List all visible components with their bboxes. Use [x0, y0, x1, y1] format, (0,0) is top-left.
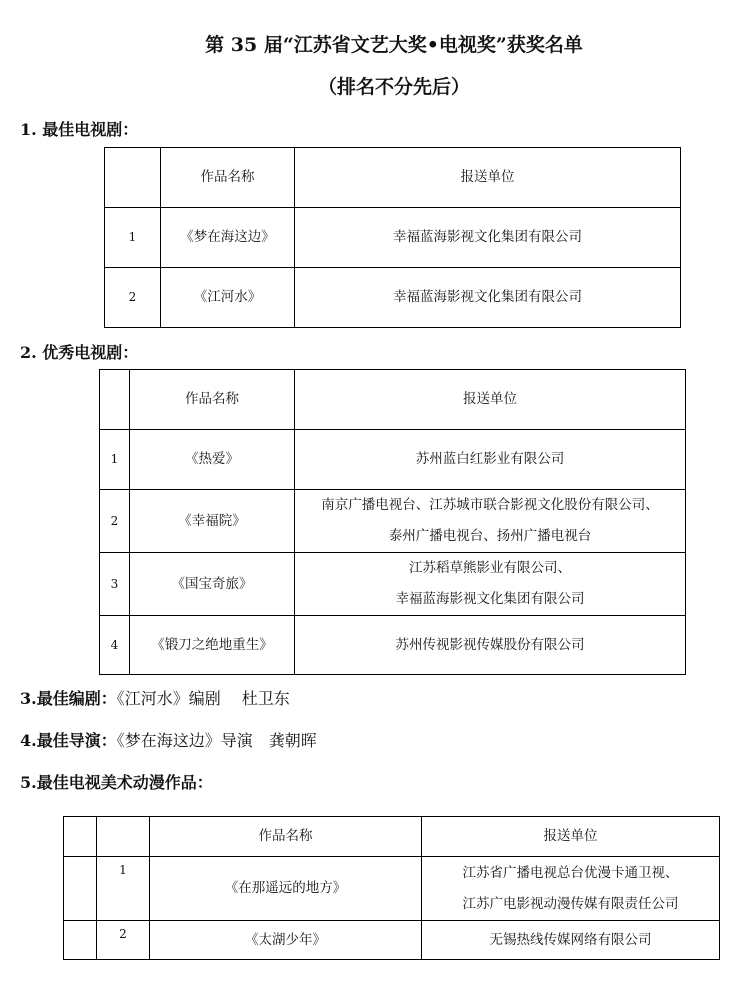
row-number: 1: [97, 857, 150, 921]
work-name: 《江河水》: [161, 268, 295, 328]
unit-header-cell: 报送单位: [295, 148, 681, 208]
submitting-unit: [295, 490, 686, 553]
row-number: 2: [100, 490, 130, 553]
table-row: [100, 553, 686, 616]
table-row: [64, 921, 720, 960]
page-subtitle: （排名不分先后）: [317, 76, 470, 98]
table-row: [100, 616, 686, 675]
unit-header-cell: 报送单位: [295, 370, 686, 430]
name-header-cell: 作品名称: [130, 370, 295, 430]
best-animation-table: [63, 816, 720, 960]
num-header-cell: [97, 817, 150, 857]
submitting-unit: [422, 921, 720, 960]
work-name: 《锻刀之绝地重生》: [130, 616, 295, 675]
unit-line: 南京广播电视台、江苏城市联合影视文化股份有限公司、: [321, 497, 659, 513]
submitting-unit: [295, 430, 686, 490]
table-row: [64, 857, 720, 921]
unit-line: 幸福蓝海影视文化集团有限公司: [395, 591, 585, 607]
section-best-tv-drama-heading: 1. 最佳电视剧：: [20, 120, 139, 139]
name-header-cell: 作品名称: [161, 148, 295, 208]
work-name: 《太湖少年》: [150, 921, 422, 960]
section-excellent-tv-drama-heading: 2. 优秀电视剧：: [20, 343, 139, 362]
table-row: [105, 208, 681, 268]
table-row: [100, 490, 686, 553]
page-title: 第 35 届“江苏省文艺大奖•电视奖”获奖名单: [205, 34, 583, 56]
submitting-unit: [295, 553, 686, 616]
blank-cell: [64, 921, 97, 960]
row-number: 3: [100, 553, 130, 616]
num-header-cell: [105, 148, 161, 208]
submitting-unit: 幸福蓝海影视文化集团有限公司: [295, 208, 681, 268]
name-header-cell: 作品名称: [150, 817, 422, 857]
unit-header-cell: 报送单位: [422, 817, 720, 857]
blank-cell: [64, 817, 97, 857]
submitting-unit: [295, 616, 686, 675]
work-name: 《在那遥远的地方》: [150, 857, 422, 921]
best-screenwriter-value: 《江河水》编剧 杜卫东: [116, 689, 290, 708]
table-row: [105, 268, 681, 328]
table-row: [100, 430, 686, 490]
row-number: 2: [97, 921, 150, 960]
work-name: 《梦在海这边》: [161, 208, 295, 268]
submitting-unit: [422, 857, 720, 921]
unit-line: 无锡热线传媒网络有限公司: [489, 931, 652, 948]
unit-line: 苏州蓝白红影业有限公司: [415, 451, 565, 467]
best-screenwriter-label: 3.最佳编剧：: [20, 689, 117, 708]
best-director-label: 4.最佳导演：: [20, 731, 117, 750]
best-director-value: 《梦在海这边》导演 龚朝晖: [116, 731, 317, 750]
best-tv-drama-table: [104, 147, 681, 328]
unit-line: 江苏稻草熊影业有限公司、: [409, 560, 571, 576]
unit-line: 苏州传视影视传媒股份有限公司: [395, 636, 585, 653]
best-director-line: [20, 728, 317, 751]
section-best-animation-heading: 5.最佳电视美术动漫作品：: [20, 773, 213, 792]
row-number: 4: [100, 616, 130, 675]
table-header-row: [64, 817, 720, 857]
row-number: 2: [105, 268, 161, 328]
work-name: 《热爱》: [130, 430, 295, 490]
excellent-tv-drama-table: [99, 369, 686, 675]
work-name: 《国宝奇旅》: [130, 553, 295, 616]
blank-cell: [64, 857, 97, 921]
unit-line: 江苏省广播电视总台优漫卡通卫视、: [462, 864, 679, 881]
table-header-row: [100, 370, 686, 430]
table-header-row: [105, 148, 681, 208]
unit-line: 泰州广播电视台、扬州广播电视台: [388, 528, 592, 544]
row-number: 1: [105, 208, 161, 268]
unit-line: 江苏广电影视动漫传媒有限责任公司: [462, 895, 679, 912]
num-header-cell: [100, 370, 130, 430]
submitting-unit: 幸福蓝海影视文化集团有限公司: [295, 268, 681, 328]
work-name: 《幸福院》: [130, 490, 295, 553]
row-number: 1: [100, 430, 130, 490]
best-screenwriter-line: [20, 686, 290, 709]
